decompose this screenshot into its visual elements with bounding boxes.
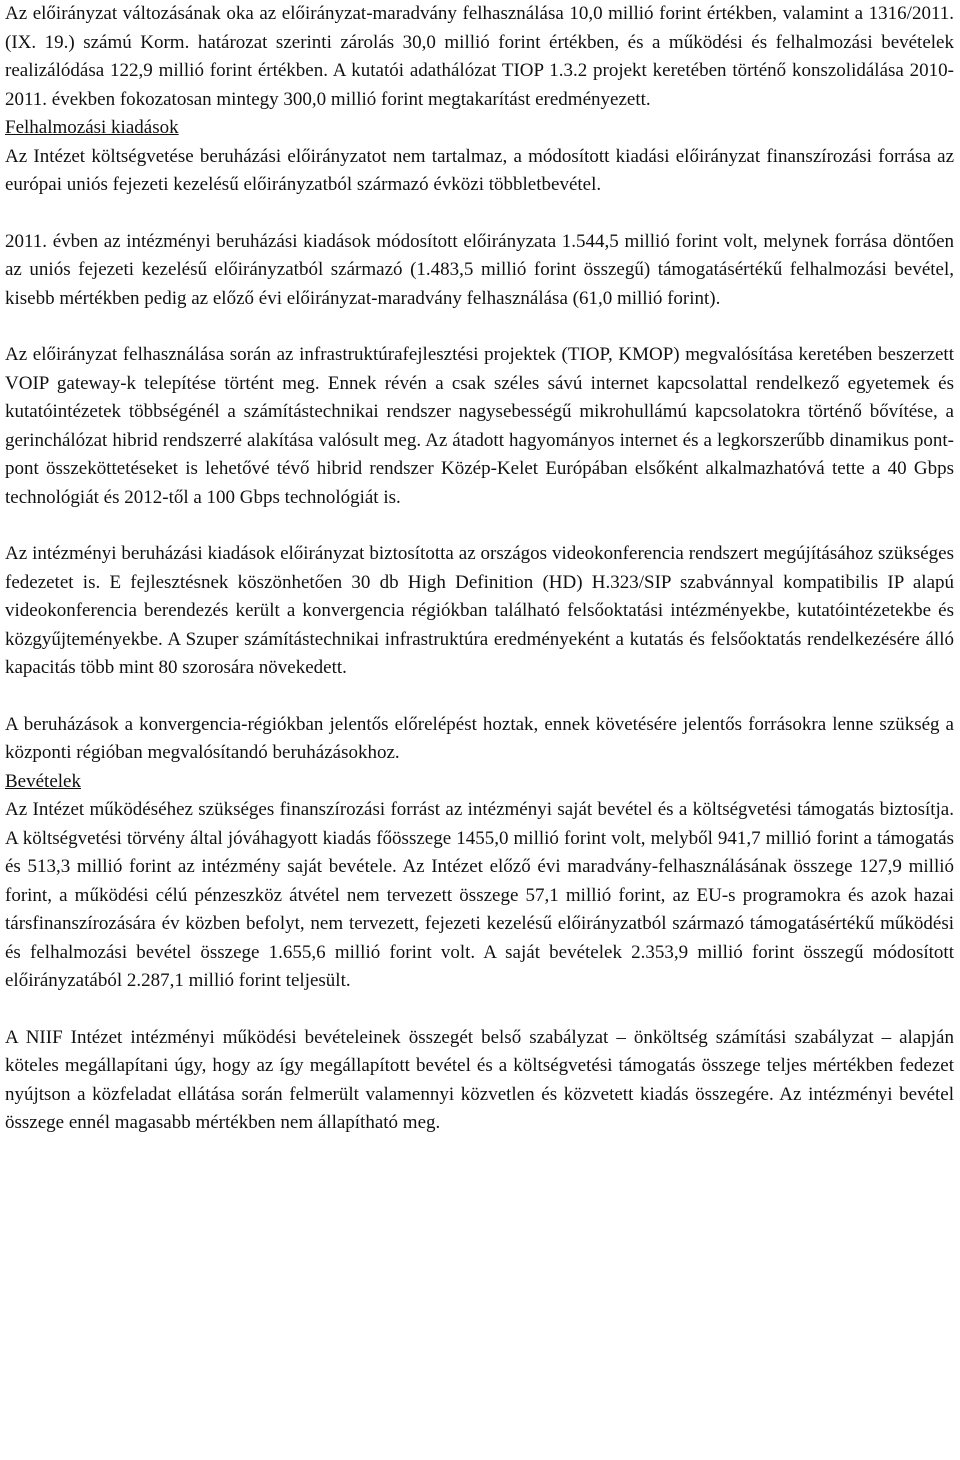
paragraph-investment-2011: 2011. évben az intézményi beruházási kiadások módosított előirányzata 1.544,5 millió forint volt, melynek forrása döntően az uniós fejezeti kezelésű előirányzatból származó (1.483,5 millió forint összegű) támogatásértékű felhalmozási bevétel, kisebb mértékben pedig az előző évi előirányzat-maradvány felhasználása (61,0 millió forint). (5, 230, 954, 309)
heading-capital-expenditure: Felhalmozási kiadások (5, 117, 179, 138)
paragraph-investment-appropriation: Az Intézet költségvetése beruházási előirányzatot nem tartalmaz, a módosított kiadási előirányzat finanszírozási forrása az európai uniós fejezeti kezelésű előirányzatból származó évközi többletbevétel. (5, 145, 954, 195)
paragraph-appropriation-change: Az előirányzat változásának oka az előirányzat-maradvány felhasználása 10,0 millió forint értékben, valamint a 1316/2011. (IX. 19.) számú Korm. határozat szerinti zárolás 30,0 millió forint értékben, és a működési és felhalmozási bevételek realizálódása 122,9 millió forint értékben. A kutatói adathálózat TIOP 1.3.2 projekt keretében történő konszolidálása 2010-2011. években fokozatosan mintegy 300,0 millió forint megtakarítást eredményezett. (5, 3, 954, 110)
paragraph-voip-gateways: Az előirányzat felhasználása során az infrastruktúrafejlesztési projektek (TIOP, KMOP) megvalósítása keretében beszerzett VOIP gateway-k telepítése történt meg. Ennek révén a csak széles sávú internet kapcsolattal rendelkező egyetemek és kutatóintézetek többségénél a számítástechnikai rendszer nagysebességű mikrohullámú kapcsolatokra történő bővítése, a gerinchálózat hibrid rendszerré alakítása valósult meg. Az átadott hagyományos internet és a legkorszerűbb dinamikus pont-pont összeköttetéseket is lehetővé tévő hibrid rendszer Közép-Kelet Európában elsőként alkalmazhatóvá tette a 40 Gbps technológiát és 2012-től a 100 Gbps technológiát is. (5, 344, 954, 508)
paragraph-videoconference: Az intézményi beruházási kiadások előirányzat biztosította az országos videokonferencia rendszert megújításához szükséges fedezetet is. E fejlesztésnek köszönhetően 30 db High Definition (HD) H.323/SIP szabvánnyal kompatibilis IP alapú videokonferencia berendezés került a konvergencia régiókban található felsőoktatási intézményekbe, kutatóintézetekbe és közgyűjteményekbe. A Szuper számítástechnikai infrastruktúra eredményeként a kutatás és felsőoktatás rendelkezésére álló kapacitás több mint 80 szorosára növekedett. (5, 543, 954, 678)
paragraph-revenue-sources: Az Intézet működéséhez szükséges finanszírozási forrást az intézményi saját bevétel és a költségvetési támogatás biztosítja. A költségvetési törvény által jóváhagyott kiadás főösszege 1455,0 millió forint volt, melyből 941,7 millió forint a támogatás és 513,3 millió forint az intézmény saját bevétele. Az Intézet előző évi maradvány-felhasználásának összege 127,9 millió forint, a működési célú pénzeszköz átvétel nem tervezett összege 57,1 millió forint, az EU-s programokra és azok hazai társfinanszírozására év közben befolyt, nem tervezett, fejezeti kezelésű előirányzatból származó támogatásértékű működési és felhalmozási bevétel összege 1.655,6 millió forint volt. A saját bevételek 2.353,9 millió forint összegű módosított előirányzatából 2.287,1 millió forint teljesült. (5, 799, 954, 991)
paragraph-cost-accounting: A NIIF Intézet intézményi működési bevételeinek összegét belső szabályzat – önköltség számítási szabályzat – alapján köteles megállapítani úgy, hogy az így megállapított bevétel és a költségvetési támogatás összege teljes mértékben fedezet nyújtson a közfeladat ellátása során felmerült valamennyi közvetlen és közvetett kiadás összegére. Az intézményi bevétel összege ennél magasabb mértékben nem állapítható meg. (5, 1026, 954, 1133)
heading-revenues: Bevételek (5, 770, 81, 792)
paragraph-convergence-regions: A beruházások a konvergencia-régiókban jelentős előrelépést hoztak, ennek követésére jelentős forrásokra lenne szükség a központi régióban megvalósítandó beruházásokhoz. (5, 713, 954, 763)
